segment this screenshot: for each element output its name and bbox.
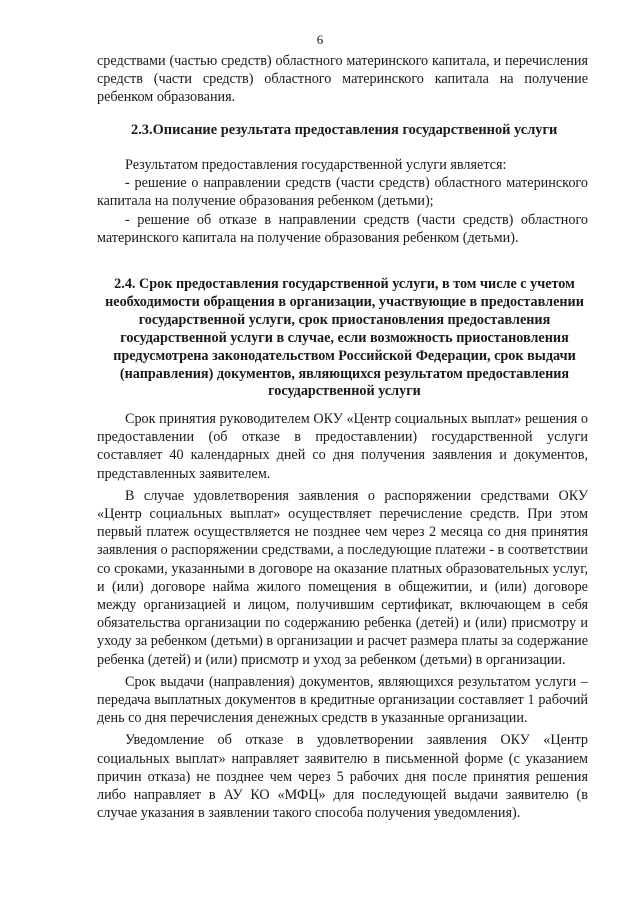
- section-2-4-body: [97, 410, 588, 822]
- section-2-4-paragraph-2: В случае удовлетворения заявления о распоряжении средствами ОКУ «Центр социальных выплат» осуществляет перечисление средств. При этом первый платеж осуществляется не позднее чем через 2 месяца со дня принятия заявления о распоряжении средствами, а последующие платежи - в соответствии со сроками, указанными в договоре на оказание платных образовательных услуг, и (или) договоре найма жилого помещения в общежитии, и (или) договоре между организацией и лицом, получившим сертификат, включающем в себя обязательства организации по содержанию ребенка (детей) и (или) присмотру и уходу за ребенком (детьми) в организации и расчет размера платы за содержание ребенка (детей) и (или) присмотр и уход за ребенком (детьми) в организации.: [97, 487, 588, 668]
- section-2-3-item-1: - решение о направлении средств (части средств) областного материнского капитала на получение образования ребенком (детьми);: [97, 175, 588, 210]
- section-2-3-heading-block: [131, 122, 611, 139]
- continuation-text: средствами (частью средств) областного материнского капитала, и перечисления средств (части средств) областного материнского капитала на получение ребенком образования.: [97, 53, 588, 106]
- section-2-4-heading: 2.4. Срок предоставления государственной услуги, в том числе с учетом необходимости обращения в организации, участвующие в предоставлении государственной услуги, срок приостановления предоставления государственной услуги в случае, если возможность приостановления предусмотрена законодательством Российской Федерации, срок выдачи (направления) документов, являющихся результатом предоставления государственной услуги: [105, 276, 584, 400]
- section-2-4-paragraph-4: Уведомление об отказе в удовлетворении заявления ОКУ «Центр социальных выплат» направляет заявителю в письменной форме (с указанием причин отказа) не позднее чем через 5 рабочих дня после принятия решения либо направляет в АУ КО «МФЦ» для последующей выдачи заявителю (в случае указания в заявлении такого способа получения уведомления).: [97, 732, 588, 822]
- section-2-3-heading: 2.3.Описание результата предоставления государственной услуги: [131, 122, 558, 138]
- section-2-3-item-2: - решение об отказе в направлении средств (части средств) областного материнского капитала на получение образования ребенком (детьми).: [97, 211, 588, 246]
- page-number: 6: [316, 32, 324, 47]
- section-2-4-paragraph-3: Срок выдачи (направления) документов, являющихся результатом услуги – передача выплатных документов в кредитные организации составляет 1 рабочий день со дня перечисления денежных средств в указанные организации.: [97, 673, 588, 727]
- section-2-4-paragraph-1: Срок принятия руководителем ОКУ «Центр социальных выплат» решения о предоставлении (об отказе в предоставлении) государственной услуги составляет 40 календарных дней со дня получения заявления и документов, представленных заявителем.: [97, 411, 588, 482]
- continuation-paragraph: [97, 52, 588, 107]
- section-2-3-body: [97, 156, 588, 247]
- section-2-3-intro: Результатом предоставления государственной услуги является:: [125, 157, 507, 173]
